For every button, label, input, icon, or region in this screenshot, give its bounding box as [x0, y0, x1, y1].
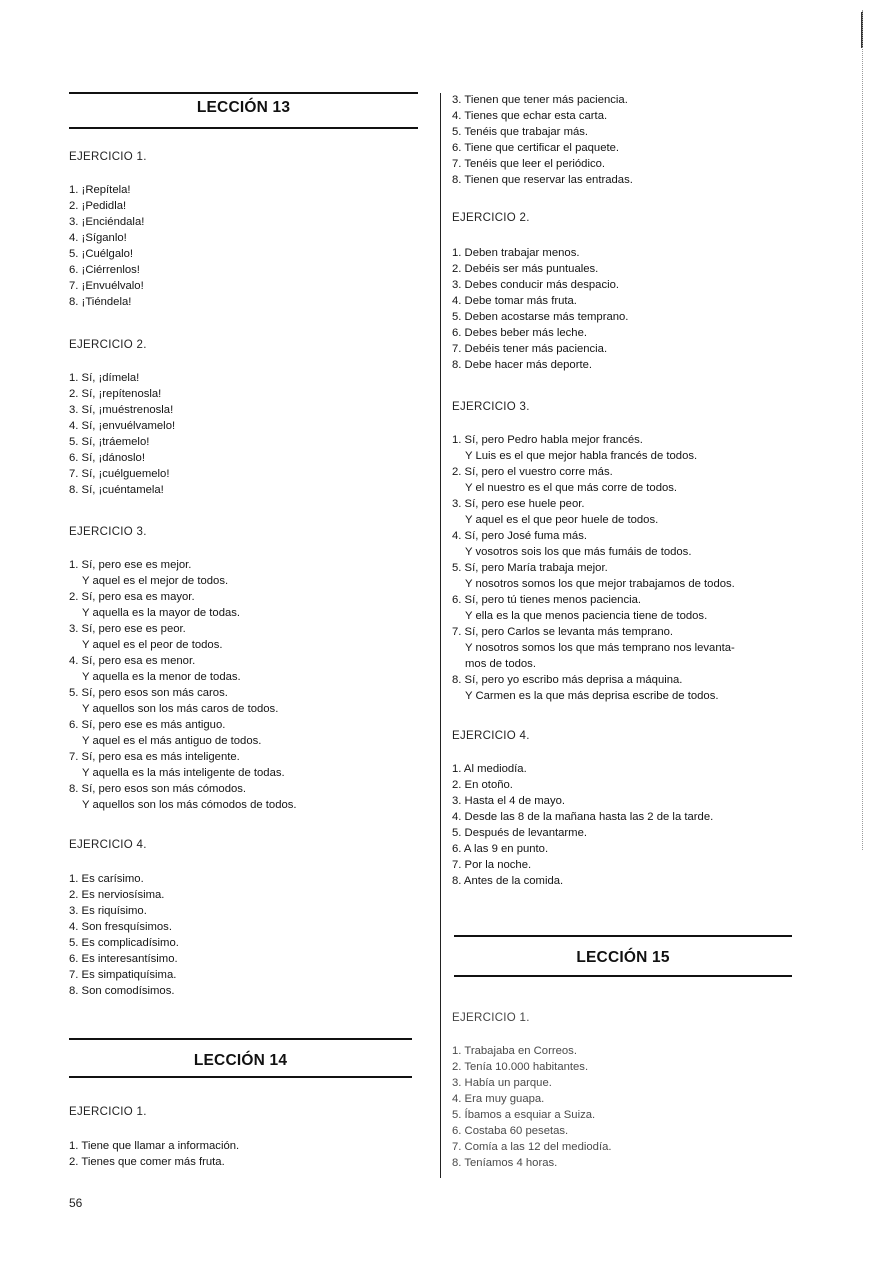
- list-item: 8. Debe hacer más deporte.: [452, 359, 593, 371]
- lesson-13-title: LECCIÓN 13: [196, 99, 291, 116]
- list-item: 3. ¡Enciéndala!: [69, 216, 145, 228]
- list-item: 8. Antes de la comida.: [452, 875, 564, 887]
- list-item-continuation: Y aquellos son los más cómodos de todos.: [82, 799, 297, 811]
- list-item-continuation: Y vosotros sois los que más fumáis de todos.: [465, 546, 692, 558]
- list-item: 8. Tienen que reservar las entradas.: [452, 174, 633, 186]
- list-item: 4. Tienes que echar esta carta.: [452, 110, 608, 122]
- list-item: 1. Al mediodía.: [452, 763, 527, 775]
- list-item: 6. Sí, pero ese es más antiguo.: [69, 719, 226, 731]
- list-item-continuation: Y aquellos son los más caros de todos.: [82, 703, 279, 715]
- list-item: 8. Sí, pero esos son más cómodos.: [69, 783, 247, 795]
- list-item: 7. Es simpatiquísima.: [69, 969, 177, 981]
- list-item: 1. Es carísimo.: [69, 873, 144, 885]
- column-divider: [440, 93, 441, 1178]
- list-item-continuation: Y nosotros somos los que mejor trabajamos de todos.: [465, 578, 735, 590]
- list-item: 1. ¡Repítela!: [69, 184, 131, 196]
- list-item: 1. Sí, pero Pedro habla mejor francés.: [452, 434, 643, 446]
- list-item: 4. Sí, pero José fuma más.: [452, 530, 587, 542]
- list-item-continuation: Y aquella es la menor de todas.: [82, 671, 241, 683]
- list-item: 2. Sí, ¡repítenosla!: [69, 388, 162, 400]
- list-item: 2. Tenía 10.000 habitantes.: [452, 1061, 589, 1073]
- lesson-14-bottom-rule: [69, 1076, 412, 1078]
- l14-ex1-list-part-b: [452, 92, 633, 188]
- list-item: 7. Por la noche.: [452, 859, 532, 871]
- list-item: 6. Sí, ¡dánoslo!: [69, 452, 145, 464]
- list-item: 5. Íbamos a esquiar a Suiza.: [452, 1109, 596, 1121]
- l15-ex1-title: EJERCICIO 1.: [452, 1012, 530, 1024]
- list-item-continuation: Y ella es la que menos paciencia tiene de todos.: [465, 610, 708, 622]
- list-item: 1. Sí, pero ese es mejor.: [69, 559, 192, 571]
- list-item: 4. Sí, ¡envuélvamelo!: [69, 420, 176, 432]
- l13-ex3-list: [69, 557, 297, 813]
- list-item: 5. ¡Cuélgalo!: [69, 248, 134, 260]
- list-item: 5. Sí, pero esos son más caros.: [69, 687, 228, 699]
- l13-ex4-title: EJERCICIO 4.: [69, 839, 147, 851]
- list-item: 8. Teníamos 4 horas.: [452, 1157, 558, 1169]
- list-item: 2. Sí, pero esa es mayor.: [69, 591, 195, 603]
- list-item: 5. Sí, ¡tráemelo!: [69, 436, 150, 448]
- list-item: 2. En otoño.: [452, 779, 513, 791]
- l15-ex1-list: [452, 1043, 612, 1171]
- l14-ex4-list: [452, 761, 713, 889]
- lesson-13-bottom-rule: [69, 127, 418, 129]
- list-item-continuation: Y aquel es el mejor de todos.: [82, 575, 229, 587]
- scan-edge-dots: [862, 10, 864, 850]
- lesson-15-top-rule: [454, 935, 792, 937]
- list-item: 3. Tienen que tener más paciencia.: [452, 94, 628, 106]
- list-item-continuation: Y aquel es el más antiguo de todos.: [82, 735, 262, 747]
- page-number: 56: [69, 1196, 83, 1210]
- list-item: 7. Tenéis que leer el periódico.: [452, 158, 606, 170]
- list-item: 7. Debéis tener más paciencia.: [452, 343, 608, 355]
- l14-ex4-title: EJERCICIO 4.: [452, 730, 530, 742]
- list-item: 5. Después de levantarme.: [452, 827, 588, 839]
- l14-ex1-list-part-a: [69, 1138, 239, 1170]
- list-item: 5. Deben acostarse más temprano.: [452, 311, 629, 323]
- list-item: 6. Es interesantísimo.: [69, 953, 178, 965]
- list-item: 2. Es nerviosísima.: [69, 889, 165, 901]
- list-item: 1. Trabajaba en Correos.: [452, 1045, 577, 1057]
- list-item: 3. Hasta el 4 de mayo.: [452, 795, 566, 807]
- list-item: 8. ¡Tiéndela!: [69, 296, 132, 308]
- list-item: 3. Sí, pero ese huele peor.: [452, 498, 585, 510]
- l14-ex3-list: [452, 432, 735, 704]
- list-item-continuation: Y aquel es el peor de todos.: [82, 639, 223, 651]
- list-item: 7. Sí, pero Carlos se levanta más temprano.: [452, 626, 674, 638]
- list-item: 7. Sí, ¡cuélguemelo!: [69, 468, 170, 480]
- list-item-continuation: Y el nuestro es el que más corre de todos.: [465, 482, 678, 494]
- list-item-continuation: mos de todos.: [465, 658, 536, 670]
- list-item: 3. Sí, ¡muéstrenosla!: [69, 404, 174, 416]
- list-item: 4. ¡Síganlo!: [69, 232, 127, 244]
- list-item-continuation: Y Luis es el que mejor habla francés de todos.: [465, 450, 698, 462]
- list-item-continuation: Y aquel es el que peor huele de todos.: [465, 514, 659, 526]
- list-item: 4. Debe tomar más fruta.: [452, 295, 577, 307]
- list-item: 4. Son fresquísimos.: [69, 921, 172, 933]
- list-item: 6. A las 9 en punto.: [452, 843, 549, 855]
- list-item: 2. Tienes que comer más fruta.: [69, 1156, 225, 1168]
- list-item: 6. Debes beber más leche.: [452, 327, 588, 339]
- list-item: 1. Tiene que llamar a información.: [69, 1140, 240, 1152]
- list-item: 3. Había un parque.: [452, 1077, 552, 1089]
- list-item: 5. Es complicadísimo.: [69, 937, 179, 949]
- list-item: 6. ¡Ciérrenlos!: [69, 264, 140, 276]
- lesson-15-title: LECCIÓN 15: [576, 949, 670, 966]
- list-item: 5. Sí, pero María trabaja mejor.: [452, 562, 608, 574]
- list-item: 1. Sí, ¡dímela!: [69, 372, 140, 384]
- l14-ex1-title: EJERCICIO 1.: [69, 1106, 147, 1118]
- l13-ex1-list: [69, 182, 144, 310]
- list-item: 8. Son comodísimos.: [69, 985, 175, 997]
- list-item: 3. Debes conducir más despacio.: [452, 279, 620, 291]
- l14-ex2-list: [452, 245, 628, 373]
- list-item: 8. Sí, pero yo escribo más deprisa a máquina.: [452, 674, 683, 686]
- list-item: 4. Desde las 8 de la mañana hasta las 2 de la tarde.: [452, 811, 714, 823]
- list-item: 3. Es riquísimo.: [69, 905, 147, 917]
- list-item: 8. Sí, ¡cuéntamela!: [69, 484, 164, 496]
- l13-ex3-title: EJERCICIO 3.: [69, 526, 147, 538]
- lesson-14-title: LECCIÓN 14: [193, 1052, 288, 1069]
- lesson-15-bottom-rule: [454, 975, 792, 977]
- l14-ex3-title: EJERCICIO 3.: [452, 401, 530, 413]
- list-item-continuation: Y Carmen es la que más deprisa escribe de todos.: [465, 690, 719, 702]
- list-item-continuation: Y aquella es la más inteligente de todas.: [82, 767, 285, 779]
- list-item: 5. Tenéis que trabajar más.: [452, 126, 589, 138]
- list-item: 6. Tiene que certificar el paquete.: [452, 142, 620, 154]
- list-item: 2. Sí, pero el vuestro corre más.: [452, 466, 613, 478]
- lesson-14-top-rule: [69, 1038, 412, 1040]
- list-item: 7. ¡Envuélvalo!: [69, 280, 144, 292]
- list-item: 4. Era muy guapa.: [452, 1093, 545, 1105]
- list-item: 2. Debéis ser más puntuales.: [452, 263, 599, 275]
- list-item: 2. ¡Pedidla!: [69, 200, 127, 212]
- list-item: 3. Sí, pero ese es peor.: [69, 623, 186, 635]
- list-item: 1. Deben trabajar menos.: [452, 247, 580, 259]
- l14-ex2-title: EJERCICIO 2.: [452, 212, 530, 224]
- list-item-continuation: Y nosotros somos los que más temprano nos levanta-: [465, 642, 735, 654]
- l13-ex4-list: [69, 871, 179, 999]
- l13-ex2-title: EJERCICIO 2.: [69, 339, 147, 351]
- list-item: 6. Sí, pero tú tienes menos paciencia.: [452, 594, 642, 606]
- l13-ex2-list: [69, 370, 175, 498]
- list-item: 7. Comía a las 12 del mediodía.: [452, 1141, 612, 1153]
- lesson-13-top-rule: [69, 92, 418, 94]
- list-item: 7. Sí, pero esa es más inteligente.: [69, 751, 240, 763]
- list-item: 4. Sí, pero esa es menor.: [69, 655, 196, 667]
- list-item: 6. Costaba 60 pesetas.: [452, 1125, 569, 1137]
- l13-ex1-title: EJERCICIO 1.: [69, 151, 147, 163]
- list-item-continuation: Y aquella es la mayor de todas.: [82, 607, 241, 619]
